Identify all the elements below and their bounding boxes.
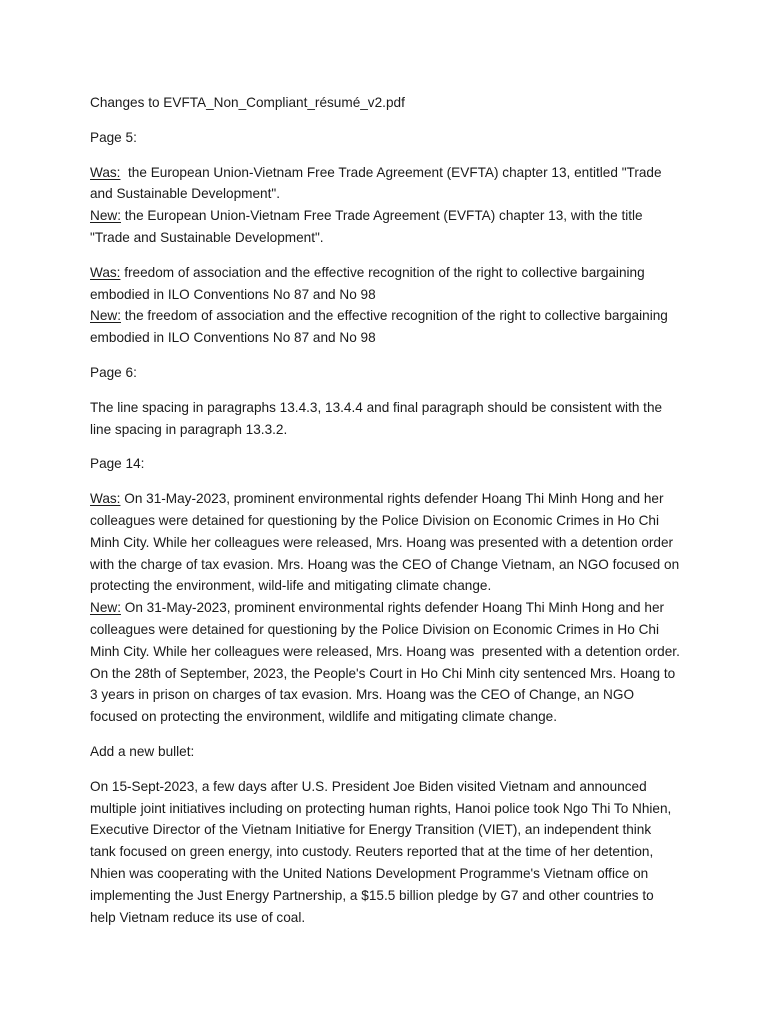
new-text: On 31-May-2023, prominent environmental rights defender Hoang Thi Minh Hong and her colleagues were detained for questioning by the Police Division on Economic Crimes in Ho Chi Minh City. While her colleagues were released, Mrs. Hoang was presented with a detention order. On the 28th of September, 2023, the People's Court in Ho Chi Minh city sentenced Mrs. Hoang to 3 years in prison on charges of tax evasion. Mrs. Hoang was the CEO of Change, an NGO focused on protecting the environment, wildlife and mitigating climate change. [90,600,684,725]
new-text: the European Union-Vietnam Free Trade Agreement (EVFTA) chapter 13, with the title "Trade and Sustainable Development". [90,208,643,245]
was-label: Was: [90,164,121,180]
was-text: freedom of association and the effective recognition of the right to collective bargaining embodied in ILO Conventions No 87 and No 98 [90,264,645,302]
add-bullet-label: Add a new bullet: [90,743,195,759]
new-label: New: [90,308,121,324]
was-label: Was: [90,264,121,280]
new-text: the freedom of association and the effective recognition of the right to collective bargaining embodied in ILO Conventions No 87 and No 98 [90,308,668,346]
was-line [90,162,680,206]
page-5-heading: Page 5: [90,129,137,145]
document-title: Changes to EVFTA_Non_Compliant_résumé_v2.pdf [90,95,405,110]
document-page [90,92,684,941]
page-6-heading: Page 6: [90,364,137,380]
was-line [90,488,680,597]
page-14-heading: Page 14: [90,456,145,472]
new-line [90,597,684,728]
new-label: New: [90,600,121,616]
new-line [90,205,680,249]
change-block-1 [90,162,680,249]
was-text: On 31-May-2023, prominent environmental rights defender Hoang Thi Minh Hong and her colleagues were detained for questioning by the Police Division on Economic Crimes in Ho Chi Minh City. While her colleagues were released, Mrs. Hoang was presented with a detention order with the charge of tax evasion. Mrs. Hoang was the CEO of Change Vietnam, an NGO focused on protecting the environment, wild-life and mitigating climate change. [90,491,680,594]
new-label: New: [90,208,121,224]
new-bullet-text: On 15-Sept-2023, a few days after U.S. President Joe Biden visited Vietnam and announced multiple joint initiatives including on protecting human rights, Hanoi police took Ngo Thi To Nhien, Executive Director of the Vietnam Initiative for Energy Transition (VIET), an independent think tank focused on green energy, into custody. Reuters reported that at the time of her detention, Nhien was cooperating with the United Nations Development Programme's Vietnam office on implementing the Just Energy Partnership, a $15.5 billion pledge by G7 and other countries to help Vietnam reduce its use of coal. [90,778,672,925]
change-block-2 [90,262,680,349]
page-6-paragraph: The line spacing in paragraphs 13.4.3, 13.4.4 and final paragraph should be consistent with the line spacing in paragraph 13.3.2. [90,399,663,437]
was-text: the European Union-Vietnam Free Trade Agreement (EVFTA) chapter 13, entitled "Trade and Sustainable Development". [90,164,666,202]
was-label: Was: [90,491,121,507]
was-line [90,262,680,306]
new-line [90,305,680,349]
change-block-3 [90,488,684,728]
